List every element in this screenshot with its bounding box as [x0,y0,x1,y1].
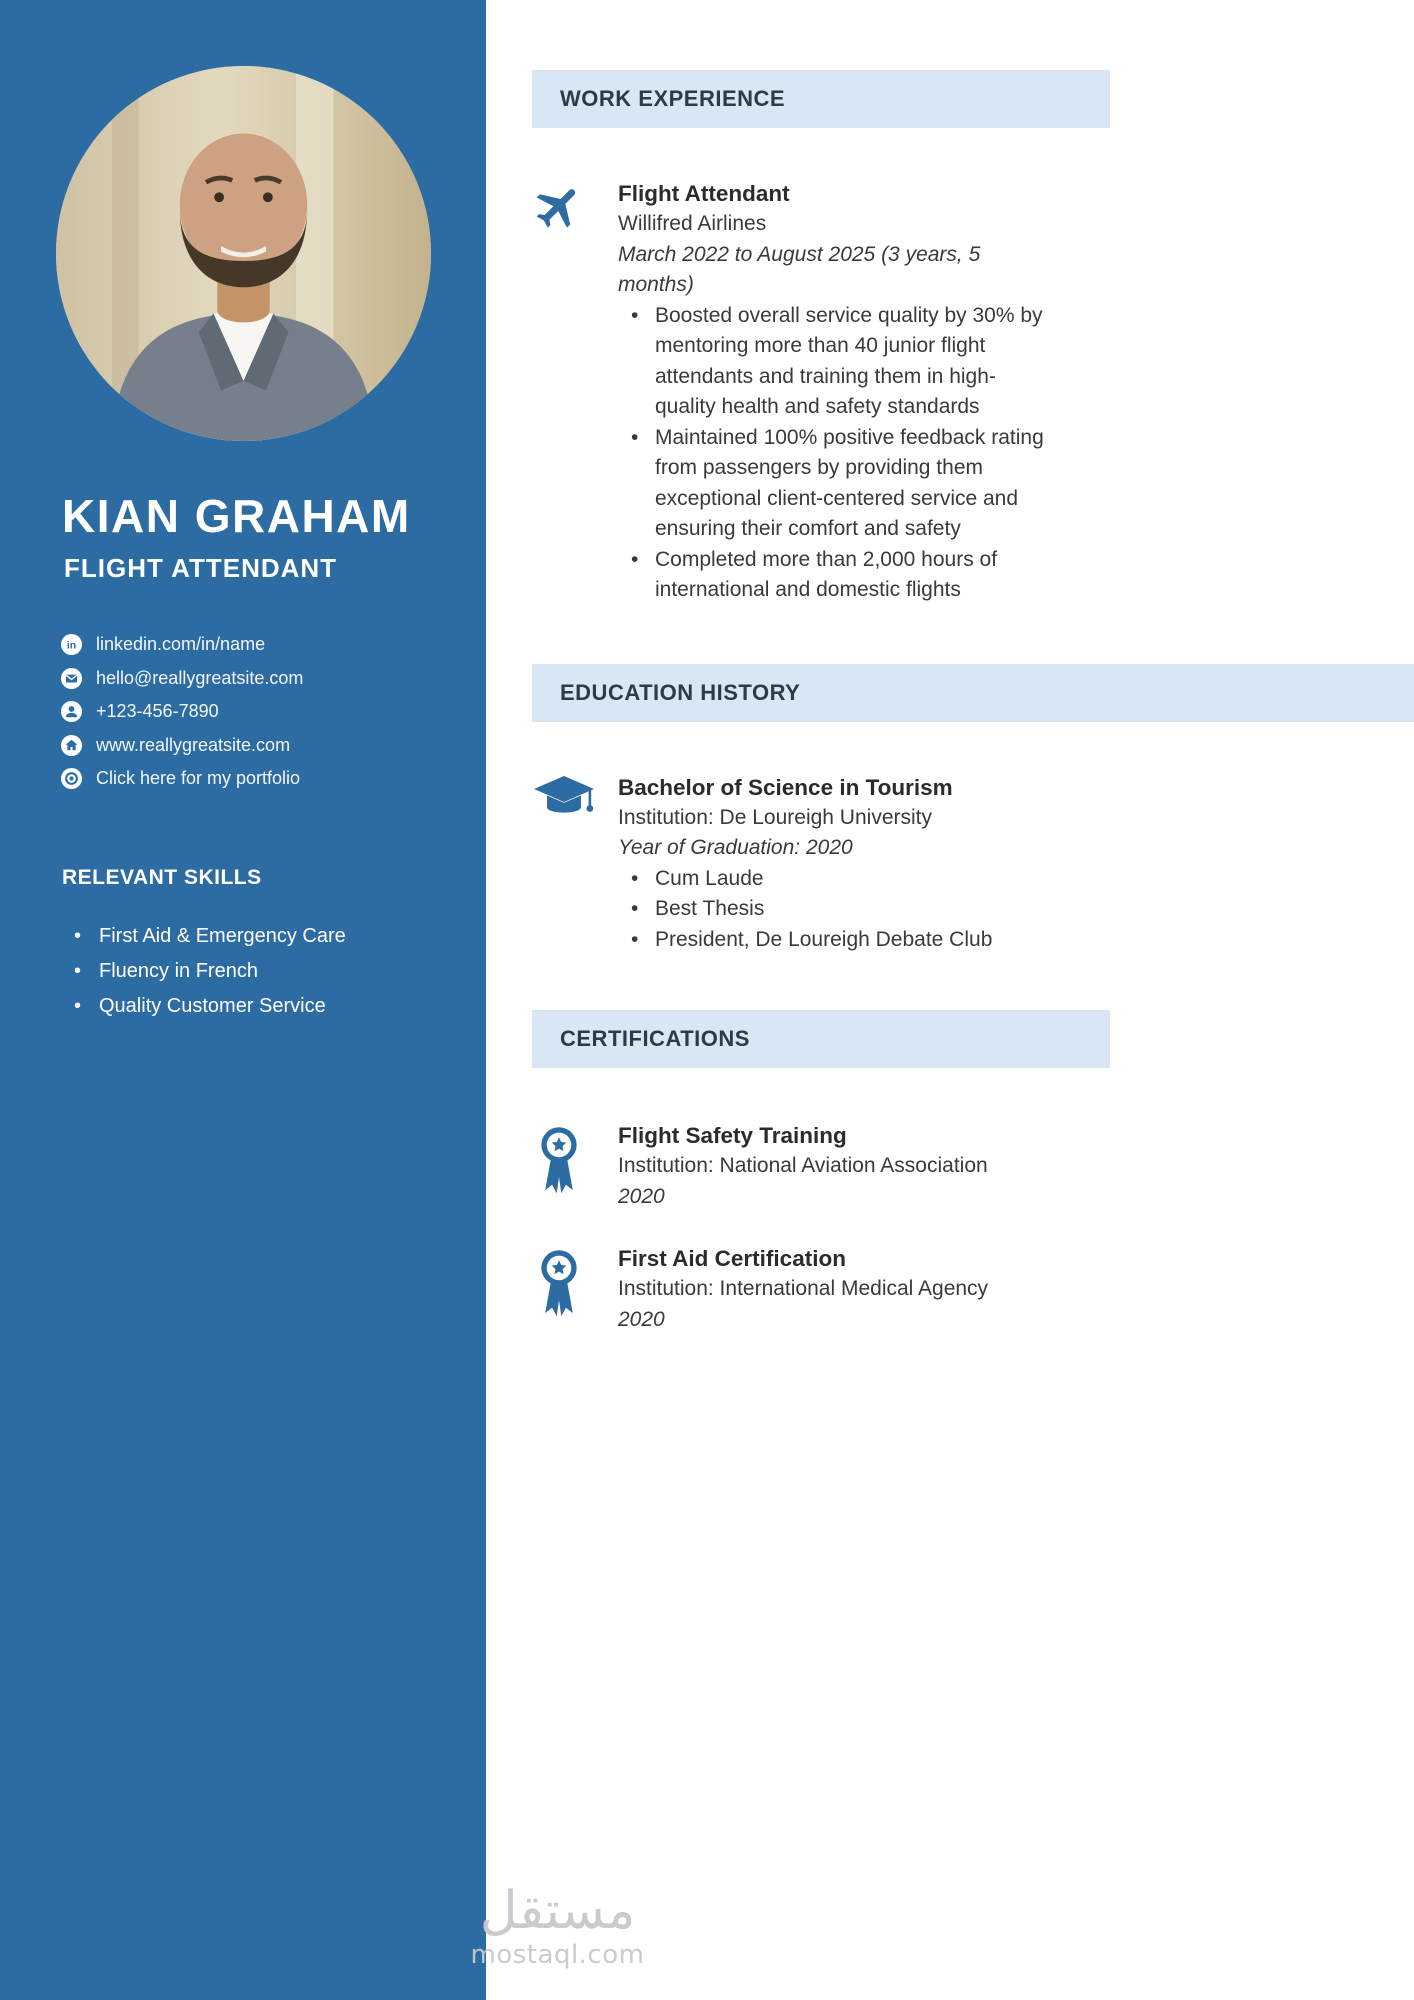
certification-title: First Aid Certification [618,1246,846,1271]
education-year: Year of Graduation: 2020 [618,836,853,859]
svg-text:in: in [66,639,77,652]
medal-icon [536,1124,582,1195]
contact-portfolio-link[interactable] [60,762,303,796]
education-bullets [618,864,1050,956]
education-degree: Bachelor of Science in Tourism [618,774,953,800]
skills-list [62,924,462,1029]
contact-website-text: www.reallygreatsite.com [96,734,291,755]
contact-email-text: hello@reallygreatsite.com [96,667,304,688]
watermark-arabic: مستقل [479,1881,636,1941]
watermark [415,1882,700,1970]
certification-title: Flight Safety Training [618,1123,847,1148]
certification-institution: Institution: International Medical Agency [618,1277,989,1300]
certification-body [618,1243,1050,1335]
certifications-header [532,1010,1110,1068]
education-entry [532,772,1414,956]
certification-body [618,1120,1050,1212]
education-heading: EDUCATION HISTORY [560,679,801,705]
education-institution: Institution: De Loureigh University [618,805,932,829]
contact-list [60,628,303,796]
work-bullet: • Maintained 100% positive feedback rating from passengers by providing them exceptional client-centered service and ensuring their comfort and safety [618,423,1050,545]
work-entry [532,178,1414,606]
work-dates: March 2022 to August 2025 (3 years, 5 months) [618,242,981,296]
skill-item: • Quality Customer Service [62,994,462,1018]
certification-entry [532,1243,1414,1335]
education-bullet: • Best Thesis [618,894,1050,925]
main-column [532,0,1414,1335]
certification-year: 2020 [618,1307,665,1331]
education-entry-body [618,772,1050,956]
contact-phone[interactable] [60,695,303,729]
education-entry-icon [532,772,618,824]
work-company: Willifred Airlines [618,212,767,235]
education-bullet: • President, De Loureigh Debate Club [618,925,1050,956]
contact-website[interactable] [60,729,303,763]
candidate-title: FLIGHT ATTENDANT [64,553,338,583]
contact-email[interactable] [60,662,303,696]
work-experience-header [532,70,1110,128]
sidebar [0,0,486,2000]
home-icon [60,734,83,757]
skills-heading: RELEVANT SKILLS [62,866,262,889]
work-bullet: • Completed more than 2,000 hours of international and domestic flights [618,545,1050,606]
profile-photo-illustration [56,66,431,441]
certification-year: 2020 [618,1184,665,1208]
contact-portfolio-text: Click here for my portfolio [96,768,301,789]
work-job-title: Flight Attendant [618,181,790,206]
linkedin-icon [60,633,83,656]
airplane-icon [521,169,597,245]
email-icon [60,667,83,690]
contact-linkedin-text: linkedin.com/in/name [96,634,266,655]
portfolio-icon [60,767,83,790]
work-bullet: • Boosted overall service quality by 30% by mentoring more than 40 junior flight attendants and training them in high-quality health and safety standards [618,301,1050,423]
certification-entry [532,1120,1414,1212]
certification-entry-icon [532,1120,618,1195]
skill-item: • First Aid & Emergency Care [62,924,462,948]
certification-institution: Institution: National Aviation Association [618,1154,988,1177]
candidate-name: KIAN GRAHAM [62,490,411,542]
profile-photo [56,66,431,441]
graduation-cap-icon [532,774,596,824]
skill-item: • Fluency in French [62,959,462,983]
education-header [532,664,1414,722]
person-icon [60,700,83,723]
work-entry-body [618,178,1050,606]
contact-linkedin[interactable] [60,628,303,662]
certifications-heading: CERTIFICATIONS [560,1026,750,1051]
work-bullets [618,301,1050,606]
contact-phone-text: +123-456-7890 [96,701,219,722]
watermark-domain: mostaql.com [470,1940,645,1970]
work-experience-heading: WORK EXPERIENCE [560,86,786,111]
work-entry-icon [532,178,618,234]
medal-icon [536,1247,582,1318]
education-bullet: • Cum Laude [618,864,1050,895]
certification-entry-icon [532,1243,618,1318]
